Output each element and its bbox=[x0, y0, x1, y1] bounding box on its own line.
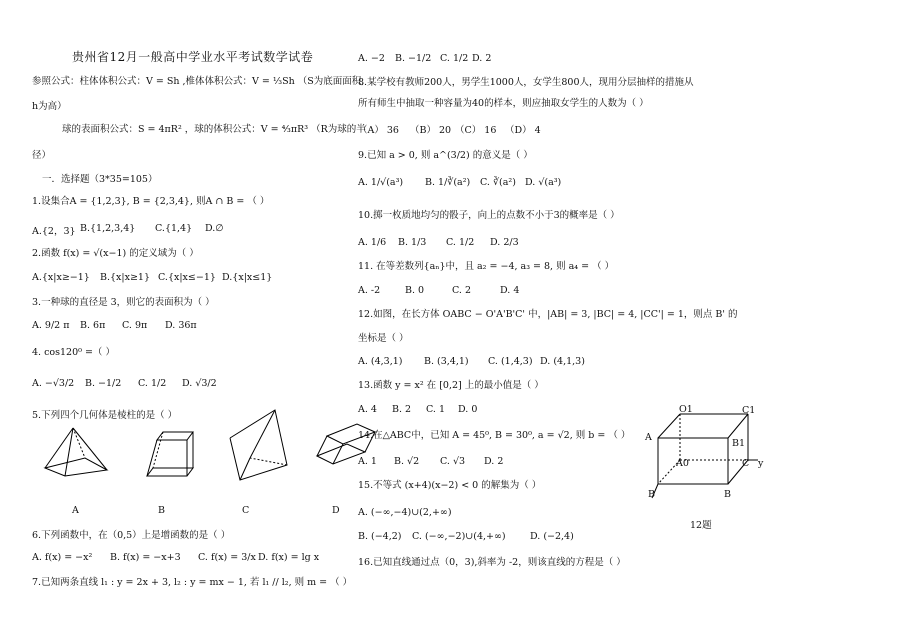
question-9: 9.已知 a > 0, 则 a^(3/2) 的意义是（ ） bbox=[358, 150, 533, 161]
q11-option-c: C. 2 bbox=[452, 285, 472, 296]
question-3: 3.一种球的直径是 3，则它的表面积为（ ） bbox=[32, 297, 215, 308]
q12-option-d: D. (4,1,3) bbox=[540, 356, 585, 367]
q4-option-d: D. √3/2 bbox=[182, 378, 217, 389]
q5-label-a: A bbox=[72, 505, 79, 516]
q6-option-d: D. f(x) = lg x bbox=[258, 552, 320, 563]
q9-option-b: B. 1/∛(a²) bbox=[425, 177, 471, 188]
q6-option-b: B. f(x) = −x+3 bbox=[110, 552, 181, 563]
q15-option-a: A. (−∞,−4)∪(2,+∞) bbox=[358, 507, 452, 518]
q9-option-c: C. ∛(a²) bbox=[480, 177, 516, 188]
q11-option-a: A. -2 bbox=[358, 285, 381, 296]
question-1: 1.设集合A = {1,2,3}, B = {2,3,4}, 则A ∩ B = （ ） bbox=[32, 196, 270, 207]
question-16: 16.已知直线通过点（0，3),斜率为 -2，则该直线的方程是（ ） bbox=[358, 557, 626, 568]
question-8-cont: 所有师生中抽取一种容量为40的样本，则应抽取女学生的人数为（ ） bbox=[358, 98, 649, 109]
question-7: 7.已知两条直线 l₁ : y = 2x + 3, l₂ : y = mx − 1, 若 l₁ // l₂, 则 m = （ ） bbox=[32, 577, 353, 588]
q8-option-b: （B） 20 bbox=[410, 125, 452, 136]
formula-line-1b: h为高） bbox=[32, 101, 67, 112]
q5-label-c: C bbox=[242, 505, 250, 516]
q14-option-d: D. 2 bbox=[484, 456, 504, 467]
box-figure-12 bbox=[640, 400, 780, 510]
question-5: 5.下列四个几何体是棱柱的是（ ） bbox=[32, 410, 178, 421]
fig12-label-c1: C1 bbox=[742, 405, 756, 416]
q10-option-b: B. 1/3 bbox=[398, 237, 427, 248]
formula-line-1: 参照公式：柱体体积公式：V = Sh ,椎体体积公式：V = ⅓Sh （S为底面面积, bbox=[32, 76, 365, 87]
q4-option-b: B. −1/2 bbox=[85, 378, 122, 389]
question-2: 2.函数 f(x) = √(x−1) 的定义域为（ ） bbox=[32, 248, 199, 259]
q1-option-a: A.{2，3} bbox=[32, 226, 76, 237]
q5-solids-figure bbox=[35, 410, 355, 490]
q14-option-a: A. 1 bbox=[358, 456, 377, 467]
formula-line-2: 球的表面积公式：S = 4πR² ，球的体积公式：V = ⁴⁄₃πR³ （R为球的半 bbox=[62, 124, 366, 135]
fig12-caption: 12题 bbox=[690, 520, 712, 531]
question-11: 11. 在等差数列{aₙ}中，且 a₂ = −4, a₃ = 8, 则 a₄ = （ ） bbox=[358, 261, 615, 272]
q14-option-b: B. √2 bbox=[394, 456, 420, 467]
question-13: 13.函数 y = x² 在 [0,2] 上的最小值是（ ） bbox=[358, 380, 544, 391]
q2-option-d: D.{x|x≤1} bbox=[222, 272, 273, 283]
fig12-label-o1: O1 bbox=[679, 404, 693, 415]
q9-option-a: A. 1/√(a³) bbox=[358, 177, 404, 188]
q1-option-d: D.∅ bbox=[205, 223, 224, 234]
q12-option-a: A. (4,3,1) bbox=[358, 356, 403, 367]
q5-label-b: B bbox=[158, 505, 165, 516]
q3-option-b: B. 6π bbox=[80, 320, 106, 331]
q6-option-c: C. f(x) = 3/x bbox=[198, 552, 256, 563]
q6-option-a: A. f(x) = −x² bbox=[32, 552, 93, 563]
fig12-label-b-axis: B bbox=[648, 489, 655, 500]
fig12-label-c: C bbox=[742, 458, 750, 469]
q8-option-c: （C） 16 bbox=[455, 125, 497, 136]
fig12-label-b: B bbox=[724, 489, 731, 500]
question-12-cont: 坐标是（ ） bbox=[358, 333, 409, 344]
q9-option-d: D. √(a³) bbox=[525, 177, 562, 188]
q5-label-d: D bbox=[332, 505, 340, 516]
q13-option-d: D. 0 bbox=[458, 404, 478, 415]
q4-option-a: A. −√3/2 bbox=[32, 378, 75, 389]
q13-option-a: A. 4 bbox=[358, 404, 377, 415]
q10-option-a: A. 1/6 bbox=[358, 237, 387, 248]
q12-option-b: B. (3,4,1) bbox=[424, 356, 469, 367]
q7-option-d: D. 2 bbox=[472, 53, 492, 64]
fig12-label-a: A bbox=[645, 432, 652, 443]
question-12: 12.如图，在长方体 OABC − O'A'B'C' 中，|AB| = 3, |BC| = 4, |CC'| = 1，则点 B' 的 bbox=[358, 309, 738, 320]
q12-option-c: C. (1,4,3) bbox=[488, 356, 533, 367]
question-15: 15.不等式 (x+4)(x−2) < 0 的解集为（ ） bbox=[358, 480, 542, 491]
q8-option-d: （D） 4 bbox=[505, 125, 541, 136]
fig12-label-y: y bbox=[758, 458, 764, 469]
q14-option-c: C. √3 bbox=[440, 456, 466, 467]
q2-option-c: C.{x|x≤−1} bbox=[158, 272, 216, 283]
formula-line-2b: 径） bbox=[32, 150, 52, 161]
q13-option-c: C. 1 bbox=[426, 404, 446, 415]
q7-option-b: B. −1/2 bbox=[395, 53, 432, 64]
question-8: 8.某学校有教师200人，男学生1000人，女学生800人，现用分层抽样的措施从 bbox=[358, 77, 694, 88]
q3-option-c: C. 9π bbox=[122, 320, 148, 331]
q15-option-c: C. (−∞,−2)∪(4,+∞) bbox=[412, 531, 506, 542]
q1-option-b: B.{1,2,3,4} bbox=[80, 223, 136, 234]
q3-option-d: D. 36π bbox=[165, 320, 197, 331]
q2-option-b: B.{x|x≥1} bbox=[100, 272, 151, 283]
question-4: 4. cos120⁰ =（ ） bbox=[32, 347, 115, 358]
q2-option-a: A.{x|x≥−1} bbox=[32, 272, 90, 283]
q15-option-b: B. (−4,2) bbox=[358, 531, 402, 542]
question-6: 6.下列函数中，在（0,5）上是增函数的是（ ） bbox=[32, 530, 231, 541]
q10-option-c: C. 1/2 bbox=[446, 237, 475, 248]
q7-option-a: A. −2 bbox=[358, 53, 385, 64]
q15-option-d: D. (−2,4) bbox=[530, 531, 574, 542]
q13-option-b: B. 2 bbox=[392, 404, 412, 415]
question-14: 14.在△ABC中，已知 A = 45⁰, B = 30⁰, a = √2, 则 b = （ ） bbox=[358, 430, 631, 441]
section-heading: 一．选择题（3*35=105） bbox=[42, 174, 158, 185]
q11-option-d: D. 4 bbox=[500, 285, 520, 296]
question-10: 10.掷一枚质地均匀的骰子，向上的点数不小于3的概率是（ ） bbox=[358, 210, 620, 221]
fig12-label-b1: B1 bbox=[732, 438, 746, 449]
q11-option-b: B. 0 bbox=[405, 285, 425, 296]
fig12-label-a0: A0 bbox=[676, 458, 689, 469]
page-title: 贵州省12月一般高中学业水平考试数学试卷 bbox=[72, 50, 314, 64]
q3-option-a: A. 9/2 π bbox=[32, 320, 70, 331]
q4-option-c: C. 1/2 bbox=[138, 378, 167, 389]
q1-option-c: C.{1,4} bbox=[155, 223, 193, 234]
q10-option-d: D. 2/3 bbox=[490, 237, 519, 248]
q8-option-a: （A） 36 bbox=[358, 125, 399, 136]
q7-option-c: C. 1/2 bbox=[440, 53, 469, 64]
